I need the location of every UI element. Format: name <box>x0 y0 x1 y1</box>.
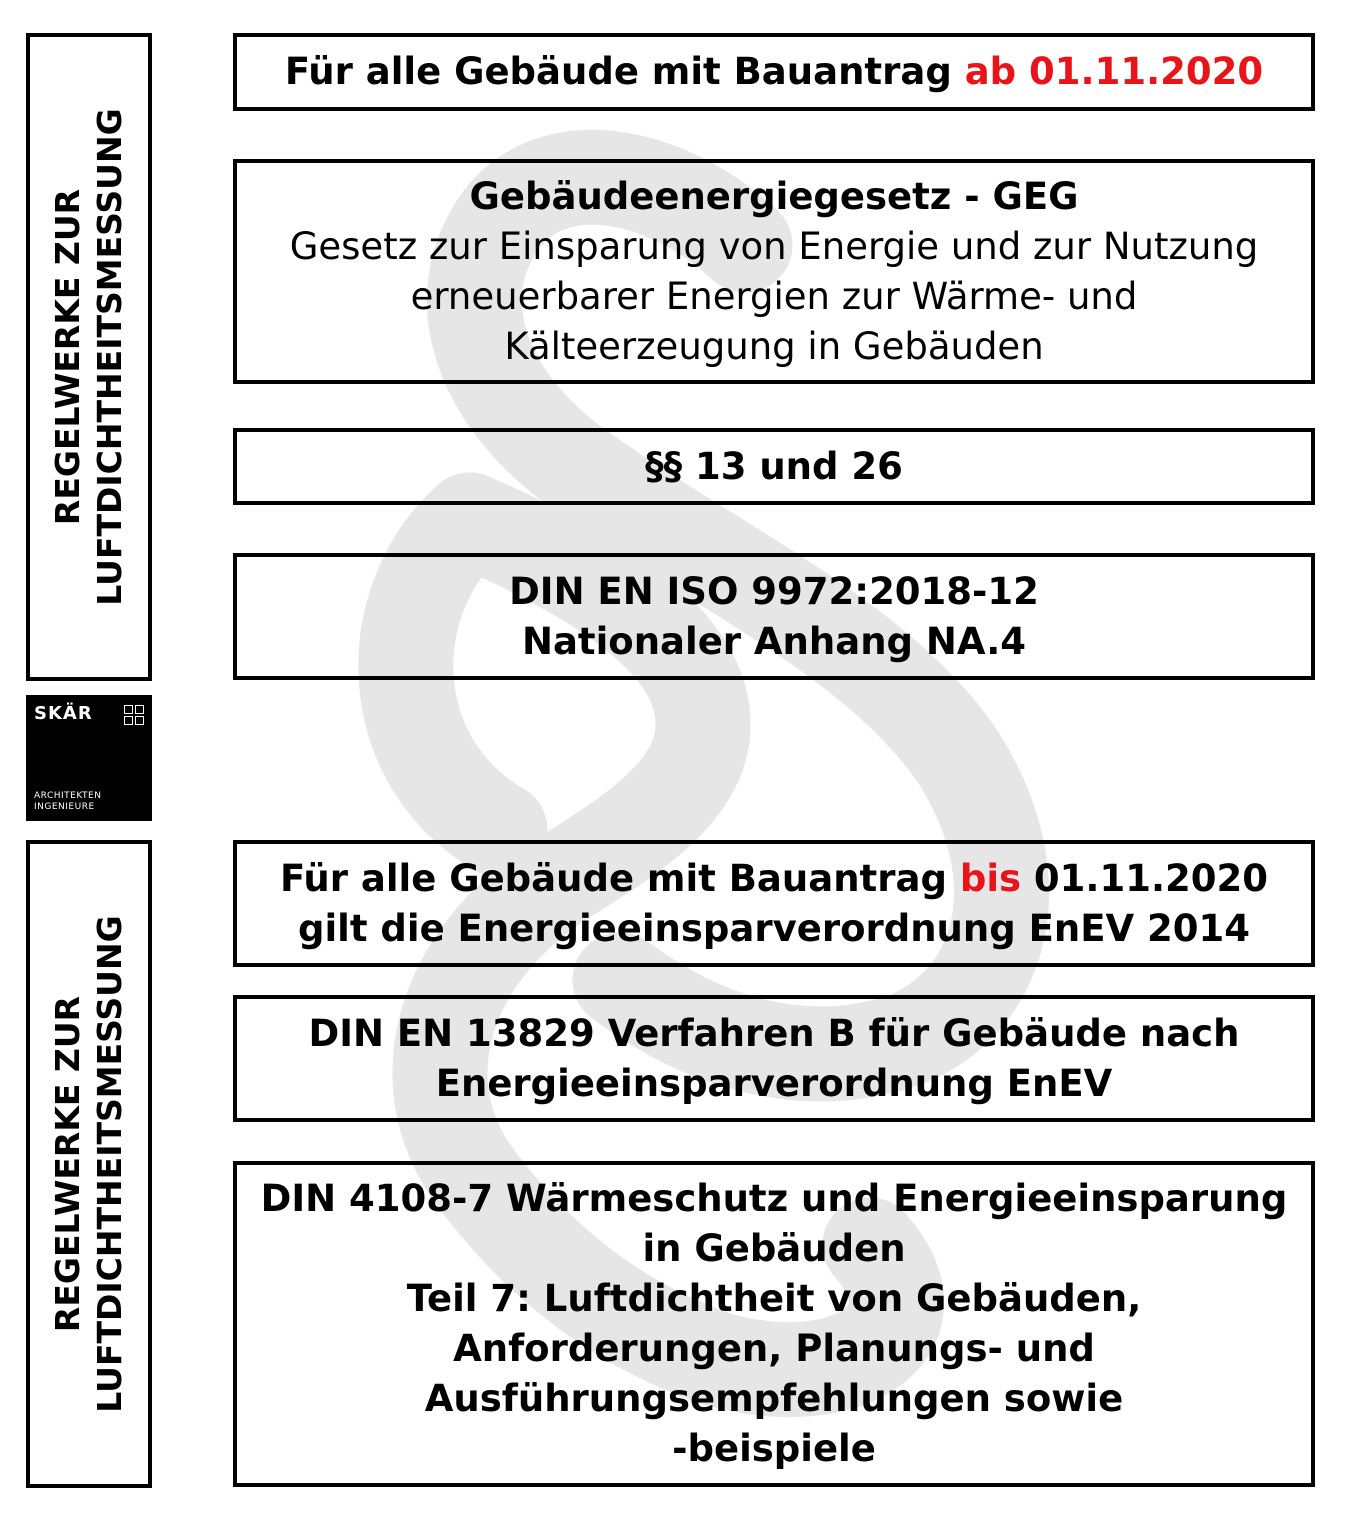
logo-grid-icon <box>124 705 144 725</box>
logo-wordmark: SKÄR <box>34 703 93 724</box>
company-logo <box>26 695 152 821</box>
box-din-4108-line2: in Gebäuden <box>642 1227 906 1270</box>
box-enev-date-highlight: bis <box>959 856 1022 900</box>
box-enev-date-line2: gilt die Energieeinsparverordnung EnEV 2014 <box>297 906 1250 950</box>
box-geg-law-line2: erneuerbarer Energien zur Wärme- und <box>410 274 1138 318</box>
box-enev-date-post: 01.11.2020 <box>1021 856 1268 900</box>
box-enev-date-pre: Für alle Gebäude mit Bauantrag <box>280 856 960 900</box>
box-paragraphs-text: §§ 13 und 26 <box>645 444 903 488</box>
side-label-bottom-line1: REGELWERKE ZUR <box>48 995 87 1333</box>
box-geg-law-line3: Kälteerzeugung in Gebäuden <box>504 324 1044 368</box>
box-geg-date-text <box>285 47 1263 97</box>
side-label-bottom-line2: LUFTDICHTHEITSMESSUNG <box>90 915 129 1413</box>
box-geg-date-prefix: Für alle Gebäude mit Bauantrag <box>284 50 965 93</box>
side-label-top-line2: LUFTDICHTHEITSMESSUNG <box>90 108 129 606</box>
box-din-4108-line1: DIN 4108-7 Wärmeschutz und Energieeinsparung <box>260 1177 1288 1220</box>
box-din-4108-line3: Teil 7: Luftdichtheit von Gebäuden, <box>406 1277 1142 1320</box>
box-enev-date-line1 <box>280 854 1268 904</box>
box-din-13829-line1: DIN EN 13829 Verfahren B für Gebäude nach <box>308 1011 1240 1055</box>
box-geg-date-highlight: ab 01.11.2020 <box>964 50 1264 93</box>
box-geg-date <box>233 33 1315 111</box>
box-geg-law <box>233 159 1315 384</box>
box-din-13829-line2: Energieeinsparverordnung EnEV <box>435 1061 1113 1105</box>
box-din-iso-line2: Nationaler Anhang NA.4 <box>521 619 1027 663</box>
box-din-13829 <box>233 995 1315 1122</box>
box-din-4108 <box>233 1161 1315 1487</box>
side-label-top-line1: REGELWERKE ZUR <box>48 188 87 526</box>
box-din-iso-line1: DIN EN ISO 9972:2018-12 <box>509 569 1039 613</box>
box-din-4108-line4: Anforderungen, Planungs- und <box>453 1327 1095 1370</box>
side-label-top <box>26 33 152 681</box>
logo-subtitle <box>34 791 101 813</box>
side-label-top-text <box>47 108 131 605</box>
side-label-bottom <box>26 840 152 1488</box>
side-label-bottom-text <box>47 915 131 1412</box>
box-paragraphs <box>233 428 1315 505</box>
box-din-4108-line6: -beispiele <box>672 1427 876 1470</box>
logo-subtitle-line1: ARCHITEKTEN <box>34 791 102 801</box>
box-geg-law-title: Gebäudeenergiegesetz - GEG <box>469 174 1079 218</box>
box-din-4108-line5: Ausführungsempfehlungen sowie <box>424 1377 1124 1420</box>
box-enev-date <box>233 840 1315 967</box>
logo-subtitle-line2: INGENIEURE <box>34 802 95 812</box>
box-din-iso <box>233 553 1315 680</box>
box-geg-law-line1: Gesetz zur Einsparung von Energie und zur Nutzung <box>289 224 1259 268</box>
